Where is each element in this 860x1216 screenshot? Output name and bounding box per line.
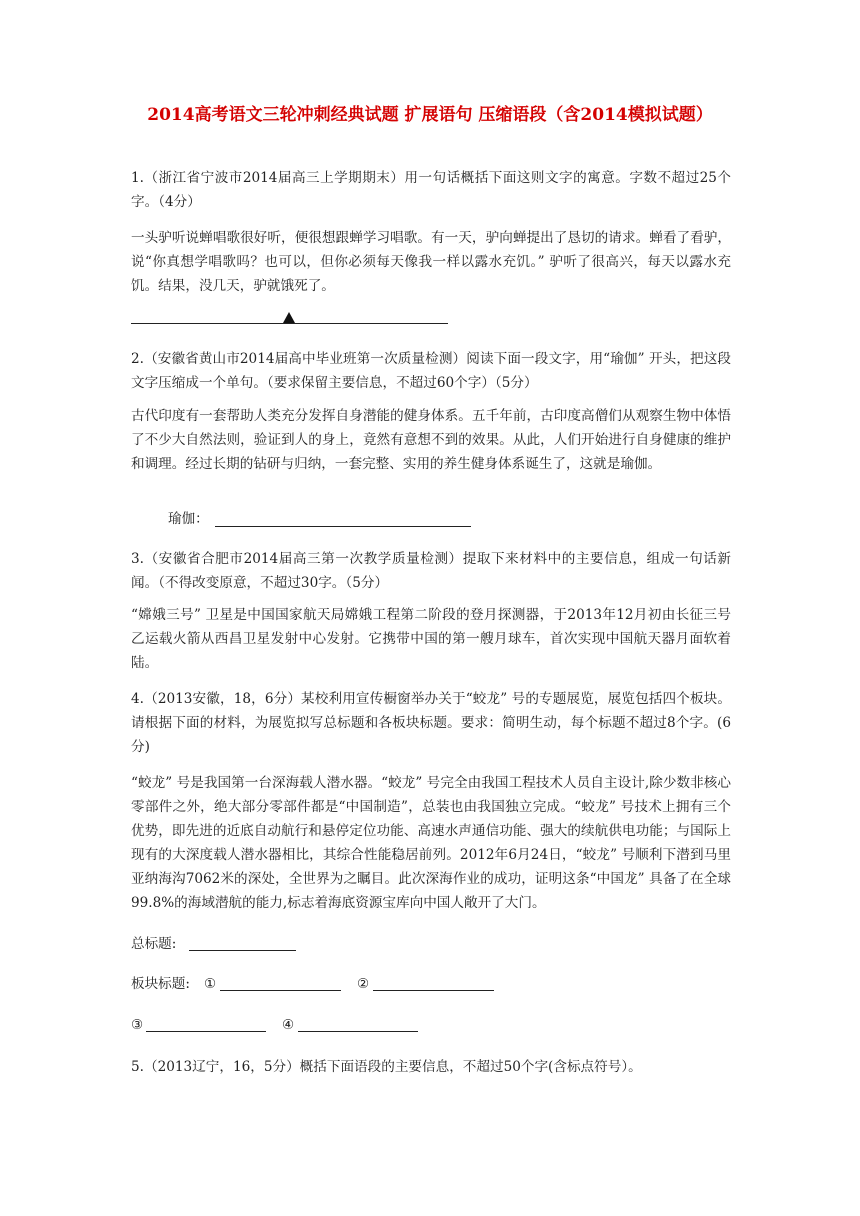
q2-answer-label: 瑜伽： xyxy=(168,511,209,527)
q2-stem: 2.（安徽省黄山市2014届高中毕业班第一次质量检测）阅读下面一段文字，用“瑜伽” 开头，把这段文字压缩成一个单句。（要求保留主要信息，不超过60个字）（5分） xyxy=(131,351,731,391)
q4-passage: “蛟龙” 号是我国第一台深海载人潜水器。“蛟龙” 号完全由我国工程技术人员自主设计,除少数非核心零部件之外，绝大部分零部件都是“中国制造”，总装也由我国独立完成。“蛟龙” 号技术上拥有三个优势，即先进的近底自动航行和悬停定位功能、高速水声通信功能、强大的续航供电功能；与国际上现有的大深度载人潜水器相比，其综合性能稳居前列。2012年6月24日，“蛟龙” 号顺利下潜到马里亚纳海沟7062米的深处，全世界为之瞩目。此次深海作业的成功，证明这条“中国龙” 具备了在全球99.8%的海域潜航的能力,标志着海底资源宝库向中国人敞开了大门。 xyxy=(131,775,731,911)
q4-slot-2-line[interactable] xyxy=(373,990,494,991)
q4-slot-3-line[interactable] xyxy=(146,1031,266,1032)
q4-slot-1-marker: ① xyxy=(204,976,217,992)
q4-main-title-label: 总标题: xyxy=(131,936,177,952)
q4-stem: 4.（2013安徽，18，6分）某校利用宣传橱窗举办关于“蛟龙” 号的专题展览，展览包括四个板块。请根据下面的材料，为展览拟写总标题和各板块标题。要求：简明生动，每个标题不超过8个字。(6分) xyxy=(131,691,731,755)
page-title: 2014高考语文三轮冲刺经典试题 扩展语句 压缩语段（含2014模拟试题） xyxy=(147,105,713,125)
q4-slot-4-marker: ④ xyxy=(282,1017,295,1033)
q1-passage: 一头驴听说蝉唱歌很好听，便很想跟蝉学习唱歌。有一天，驴向蝉提出了恳切的请求。蝉看了看驴，说“你真想学唱歌吗？也可以，但你必须每天像我一样以露水充饥。” 驴听了很高兴，每天以露水充饥。结果，没几天，驴就饿死了。 xyxy=(131,230,731,294)
triangle-marker-icon xyxy=(283,312,295,323)
q4-section-label: 板块标题: xyxy=(131,976,190,992)
q2-answer-line[interactable] xyxy=(215,526,471,527)
q4-slot-2-marker: ② xyxy=(357,976,370,992)
q3-passage: “嫦娥三号” 卫星是中国国家航天局嫦娥工程第二阶段的登月探测器，于2013年12月初由长征三号乙运载火箭从西昌卫星发射中心发射。它携带中国的第一艘月球车，首次实现中国航天器月面软着陆。 xyxy=(131,607,731,671)
q4-slot-1-line[interactable] xyxy=(220,990,341,991)
q3-stem: 3.（安徽省合肥市2014届高三第一次教学质量检测）提取下来材料中的主要信息，组成一句话新闻。（不得改变原意，不超过30字。（5分） xyxy=(131,551,731,591)
q4-main-title-line[interactable] xyxy=(189,950,296,951)
q1-answer-line[interactable] xyxy=(131,323,448,324)
q4-slot-4-line[interactable] xyxy=(298,1031,418,1032)
q4-slot-3-marker: ③ xyxy=(131,1017,144,1033)
q5-stem: 5.（2013辽宁，16，5分）概括下面语段的主要信息，不超过50个字(含标点符号）。 xyxy=(131,1059,642,1075)
q1-stem: 1.（浙江省宁波市2014届高三上学期期末）用一句话概括下面这则文字的寓意。字数不超过25个字。（4分） xyxy=(131,170,731,210)
q2-passage: 古代印度有一套帮助人类充分发挥自身潜能的健身体系。五千年前，古印度高僧们从观察生物中体悟了不少大自然法则，验证到人的身上，竟然有意想不到的效果。从此，人们开始进行自身健康的维护和调理。经过长期的钻研与归纳，一套完整、实用的养生健身体系诞生了，这就是瑜伽。 xyxy=(131,408,731,472)
